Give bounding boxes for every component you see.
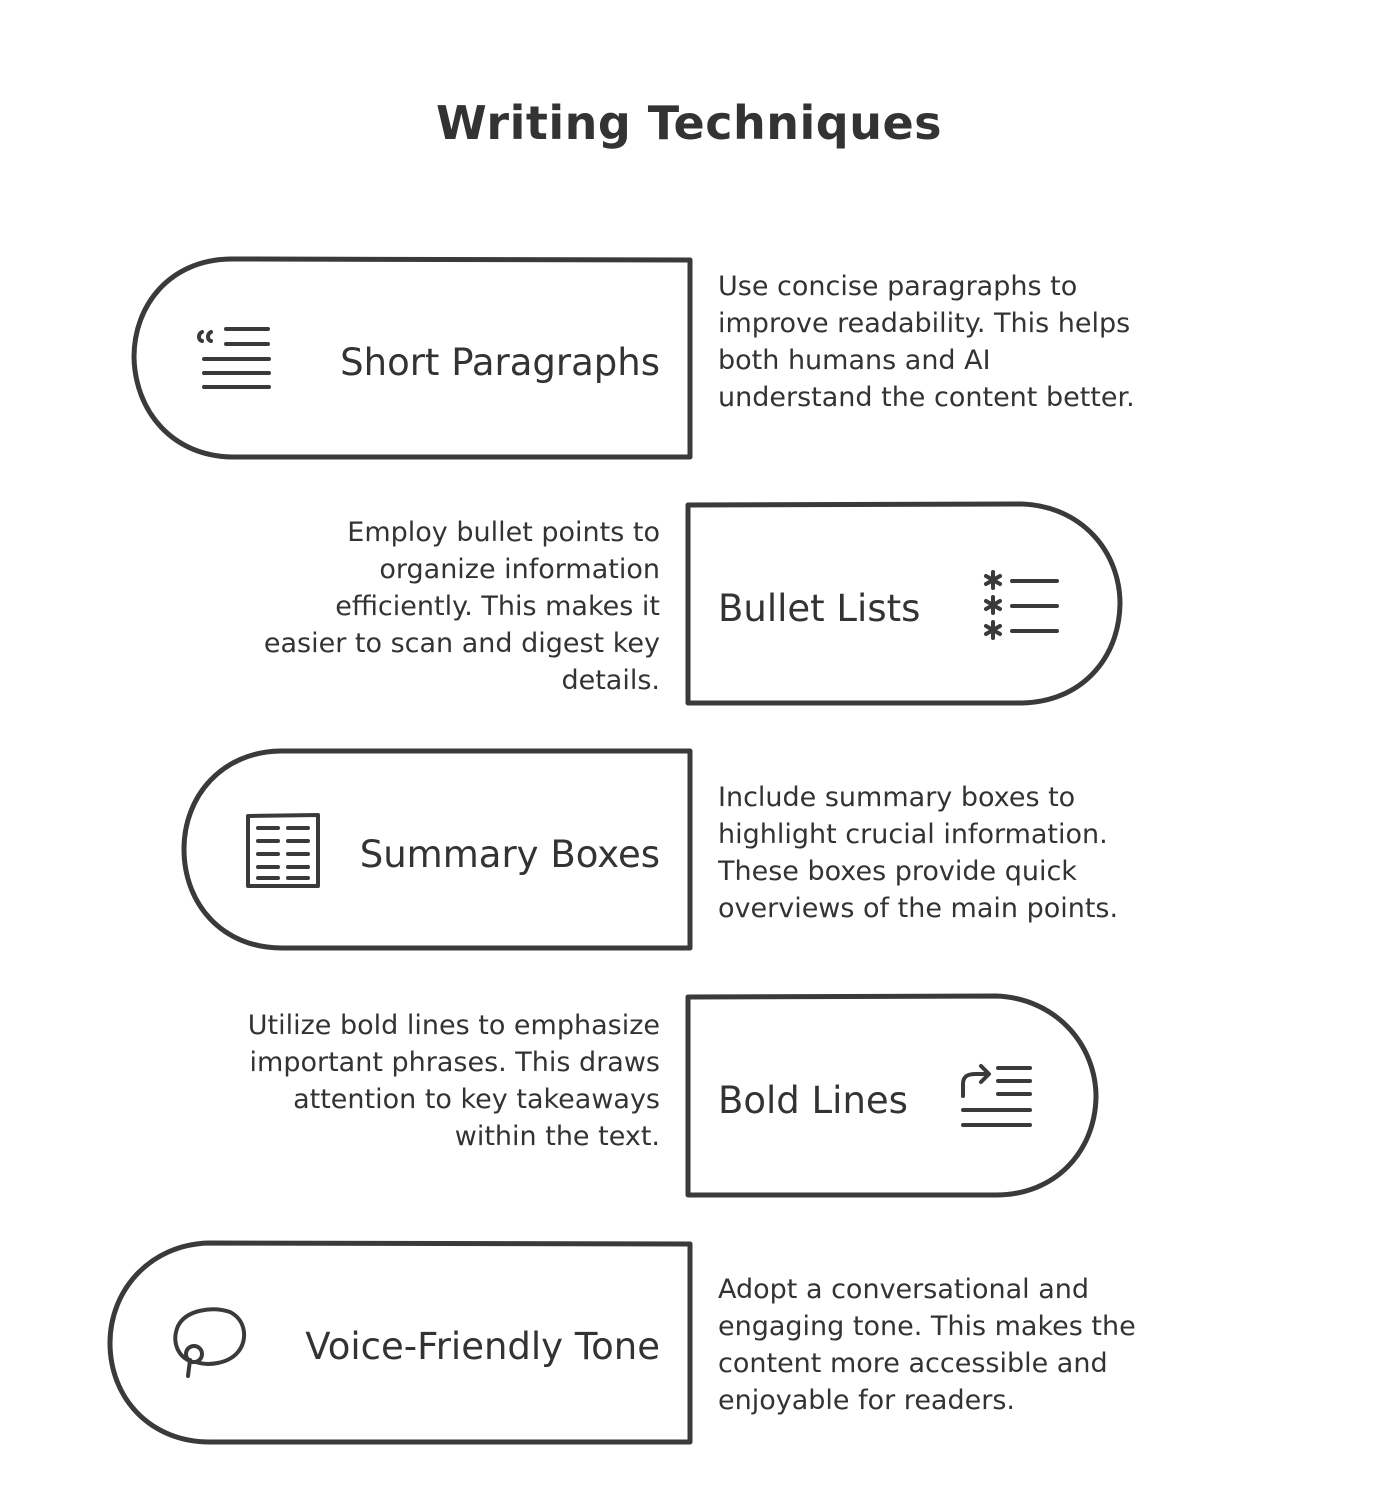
item-label-voice-friendly-tone: Voice-Friendly Tone [305,1325,660,1368]
item-description-summary-boxes: Include summary boxes to highlight crucial information. These boxes provide quick overviews of the main points. [718,782,1119,924]
item-description-voice-friendly-tone: Adopt a conversational and engaging tone. This makes the content more accessible and enjoyable for readers. [718,1274,1136,1416]
bold-lines-icon [958,1062,1038,1132]
summary-box-icon [244,812,322,890]
item-label-bold-lines: Bold Lines [718,1079,908,1122]
item-description-bold-lines: Utilize bold lines to emphasize important phrases. This draws attention to key takeaways within the text. [247,1010,660,1152]
diagram-title: Writing Techniques [435,96,943,150]
item-label-short-paragraphs: Short Paragraphs [340,341,660,384]
item-description-bullet-lists: Employ bullet points to organize information efficiently. This makes it easier to scan and digest key details. [263,517,660,696]
speech-bubble-icon [170,1304,250,1384]
item-label-summary-boxes: Summary Boxes [359,833,660,876]
item-description-short-paragraphs: Use concise paragraphs to improve readability. This helps both humans and AI understand the content better. [718,271,1135,413]
item-label-bullet-lists: Bullet Lists [718,587,921,630]
quote-paragraph-icon [196,324,274,394]
bullet-list-icon [982,570,1062,642]
